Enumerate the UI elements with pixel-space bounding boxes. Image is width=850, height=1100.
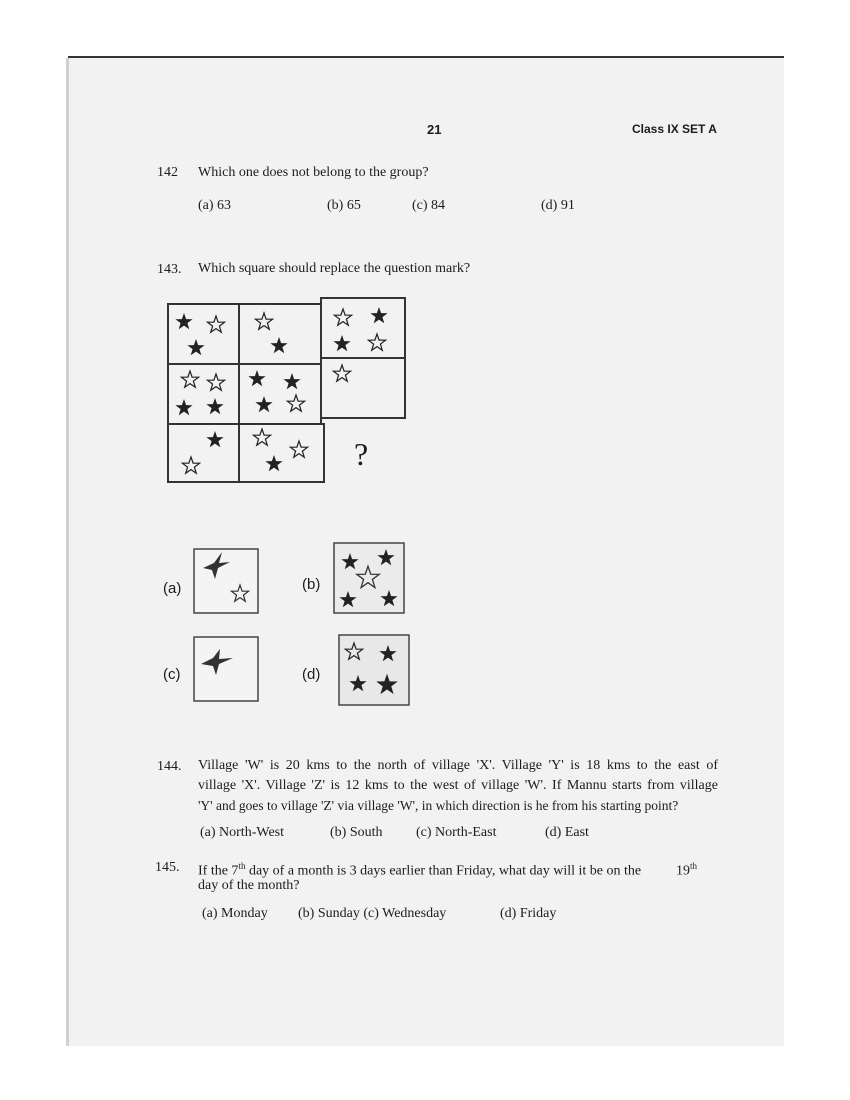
q143-option-c-label[interactable]: (c) bbox=[163, 666, 181, 683]
q145-text-start: If the 7 bbox=[198, 863, 239, 879]
question-mark: ? bbox=[354, 436, 369, 472]
q145-option-a[interactable]: (a) Monday bbox=[202, 906, 268, 921]
q142-option-c[interactable]: (c) 84 bbox=[412, 198, 446, 213]
q145-day-number bbox=[676, 856, 697, 882]
q142-text: Which one does not belong to the group? bbox=[198, 165, 429, 180]
star-hollow bbox=[255, 313, 272, 329]
star-hollow bbox=[253, 429, 270, 445]
star-solid bbox=[206, 431, 223, 447]
star-solid bbox=[270, 337, 287, 353]
star-solid bbox=[333, 335, 350, 351]
q145-number: 145. bbox=[155, 860, 180, 875]
q142-option-a[interactable]: (a) 63 bbox=[198, 198, 232, 213]
q145-sup-2: th bbox=[690, 861, 698, 871]
star-solid bbox=[283, 373, 300, 389]
q144-option-c[interactable]: (c) North-East bbox=[416, 825, 497, 840]
q144-option-d[interactable]: (d) East bbox=[545, 825, 589, 840]
q145-option-bc[interactable]: (b) Sunday (c) Wednesday bbox=[298, 906, 447, 921]
q144-option-b[interactable]: (b) South bbox=[330, 825, 383, 840]
q143-number: 143. bbox=[157, 262, 182, 277]
q144-line-2: village 'X'. Village 'Z' is 12 kms to the west of village 'W'. If Mannu starts from village bbox=[198, 778, 718, 793]
star-solid bbox=[370, 307, 387, 323]
star-solid bbox=[175, 313, 192, 329]
q142-option-b[interactable]: (b) 65 bbox=[327, 198, 361, 213]
star-hollow bbox=[207, 316, 224, 332]
q143-option-b-label[interactable]: (b) bbox=[302, 576, 321, 593]
star-solid bbox=[187, 339, 204, 355]
q142-number: 142 bbox=[157, 165, 178, 180]
star-puzzle-grid bbox=[166, 296, 410, 488]
star-hollow bbox=[368, 334, 385, 350]
q144-option-a[interactable]: (a) North-West bbox=[200, 825, 285, 840]
star-solid bbox=[248, 370, 265, 386]
set-label: Class IX SET A bbox=[632, 122, 717, 136]
star-hollow bbox=[287, 395, 304, 411]
q143-text: Which square should replace the question mark? bbox=[198, 261, 471, 276]
q145-sup: th bbox=[238, 861, 246, 871]
page-number: 21 bbox=[427, 122, 442, 137]
star-solid bbox=[265, 455, 282, 471]
q143-option-a-square[interactable] bbox=[193, 548, 259, 614]
q144-line-1: Village 'W' is 20 kms to the north of village 'X'. Village 'Y' is 18 kms to the east of bbox=[198, 758, 718, 773]
q143-option-b-square[interactable] bbox=[333, 542, 405, 614]
star-hollow bbox=[182, 457, 199, 473]
q145-text-mid: day of a month is 3 days earlier than Friday, what day will it be on the bbox=[245, 863, 642, 879]
star-solid bbox=[206, 398, 223, 414]
star-hollow bbox=[181, 371, 198, 387]
star-hollow bbox=[333, 365, 350, 381]
q143-option-a-label[interactable]: (a) bbox=[163, 580, 182, 597]
q145-option-d[interactable]: (d) Friday bbox=[500, 906, 557, 921]
q143-option-d-square[interactable] bbox=[338, 634, 410, 706]
q144-line-3: 'Y' and goes to village 'Z' via village 'W', in which direction is he from his starting point? bbox=[198, 798, 679, 813]
q143-option-c-square[interactable] bbox=[193, 636, 259, 702]
star-hollow bbox=[334, 309, 351, 325]
star-hollow bbox=[207, 374, 224, 390]
star-hollow bbox=[290, 441, 307, 457]
q145-num: 19 bbox=[676, 863, 690, 879]
q142-option-d[interactable]: (d) 91 bbox=[541, 198, 575, 213]
star-solid bbox=[255, 396, 272, 412]
star-solid bbox=[175, 399, 192, 415]
q145-line-2: day of the month? bbox=[198, 878, 300, 893]
q143-option-d-label[interactable]: (d) bbox=[302, 666, 321, 683]
q144-number: 144. bbox=[157, 759, 182, 774]
